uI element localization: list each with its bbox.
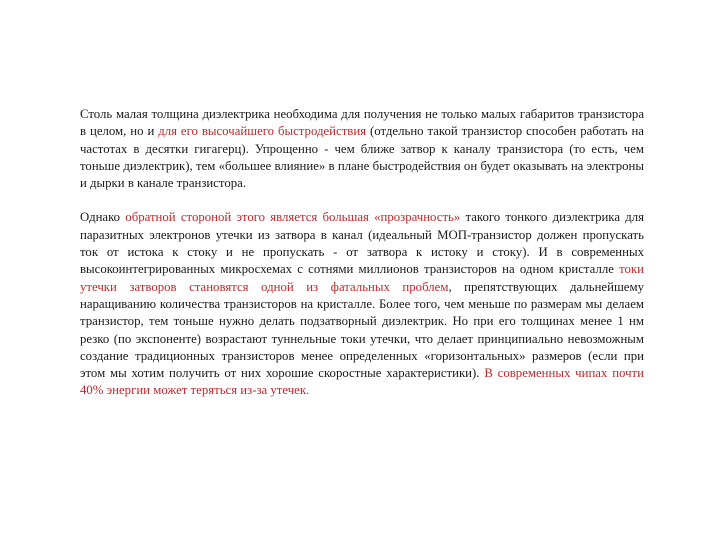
- text-run: Столь малая толщина диэлектрика необходима для получения не только малых габаритов транзистора в целом, но и: [80, 107, 644, 139]
- text-run: (отдельно такой транзистор способен работать на частотах в десятки гигагерц). Упрощенно - чем ближе затвор к каналу транзистора (то есть, чем тоньше диэлектрик), тем «большее влияние» в плане быстродействия он будет оказывать на электроны и дырки в канале транзистора.: [80, 124, 644, 191]
- body-text: [80, 106, 644, 400]
- text-run: Однако: [80, 210, 126, 225]
- highlighted-text-run: для его высочайшего быстродействия: [158, 124, 367, 139]
- highlighted-text-run: токи утечки затворов становятся одной из фатальных проблем: [80, 262, 644, 294]
- text-run: , препятствующих дальнейшему наращиванию количества транзисторов на кристалле. Более того, чем меньше по размерам мы делаем транзистор, тем тоньше нужно делать подзатворный диэлектрик. Но при его толщинах менее 1 нм резко (по экспоненте) возрастают туннельные токи утечки, что делает принципиально невозможным создание традиционных транзисторов менее определенных «горизонтальных» размеров (если при этом мы хотим получить от них хорошие скоростные характеристики).: [80, 279, 644, 381]
- paragraph-1: [80, 106, 644, 192]
- text-run: такого тонкого диэлектрика для паразитных электронов утечки из затвора в канал (идеальный МОП-транзистор должен пропускать ток от истока к стоку и не пропускать - от затвора к истоку и стоку). И в современных высокоинтегрированных микросхемах с сотнями миллионов транзисторов на одном кристалле: [80, 210, 645, 277]
- highlighted-text-run: В современных чипах почти 40% энергии может теряться из-за утечек.: [80, 366, 644, 398]
- highlighted-text-run: обратной стороной этого является большая «прозрачность»: [125, 210, 461, 225]
- paragraph-2: [80, 209, 644, 399]
